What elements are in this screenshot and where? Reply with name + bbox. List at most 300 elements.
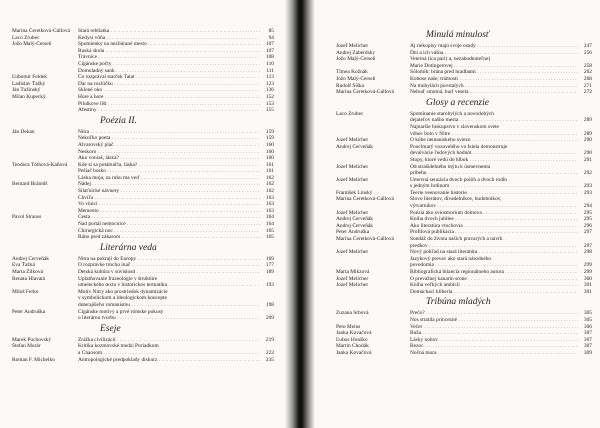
toc-author [12,101,78,108]
toc-page-number: 235 [265,356,274,363]
toc-title: Hore a hore . . . [78,94,260,101]
toc-title: Chvíľa . . . [78,195,260,202]
toc-author: Tímea Kožnák [336,69,368,76]
toc-entry [12,107,274,114]
toc-entry [12,214,274,221]
toc-entry [336,282,592,289]
toc-entry [336,83,592,90]
toc-author: Jozef Melicher [336,249,369,256]
toc-title: Neskoro . . . [78,149,260,156]
toc-entry [336,69,592,76]
toc-page-number: 290 [583,150,592,157]
toc-entry [12,68,274,75]
toc-entry [336,310,592,317]
toc-entry [12,262,274,269]
toc-entry [12,28,274,35]
toc-title: Stopy, ktoré vedú do hlbok . . . [410,157,578,164]
toc-title: Pooclmarý vozovelého vo Isiela demonstruje [410,143,508,150]
toc-entry [336,249,592,256]
toc-title: Stará rebliatka . . . [78,28,260,35]
toc-entry [336,63,592,70]
toc-entry [12,357,274,364]
book-gutter [285,0,315,428]
toc-title: Lásky nohov . . . [410,337,578,344]
toc-page-number: 297 [583,242,592,249]
toc-title: Láska moja, za ruku ma veď . . . [78,175,260,182]
toc-title: Afestiny . . . [78,107,260,114]
toc-author [12,68,78,75]
toc-page-number: 108 [265,54,274,61]
toc-page-number: 307 [583,336,592,343]
toc-title: Ako voniaš, láska? . . . [78,155,260,162]
toc-author [336,150,410,157]
toc-title: Ráno pred zákarom . . . [78,234,260,241]
toc-entry [336,150,592,157]
toc-page-number: 159 [265,128,274,135]
toc-page-number: 123 [265,80,274,87]
toc-entry [12,35,274,42]
toc-entry [336,324,592,331]
toc-author: Jozef Melicher [336,275,369,282]
toc-page-number: 164 [265,214,274,221]
toc-title: Na mohylách povstalých . . . [410,83,578,90]
toc-page-number: 85 [268,28,274,34]
toc-title: Veterná (ica pari) a, nezabudnuteľne) [410,56,491,63]
toc-title: Nádej . . . [78,181,260,188]
toc-title: a Chaosom . . . [78,350,260,357]
toc-author: Jozef Melicher [336,137,369,144]
toc-title: Domoladný sank . . . [78,68,260,75]
toc-author: Pavol Strauss [12,214,42,221]
toc-title: Nekoľko poeta . . . [78,135,260,142]
toc-entry [336,177,592,184]
toc-entry [12,195,274,202]
toc-author [12,175,78,182]
toc-page-number: 300 [583,275,592,282]
toc-title: predkov . . . [410,243,578,250]
toc-entry [12,221,274,228]
toc-page-number: 295 [583,216,592,223]
toc-author: Marína Čeretková-Gállová [336,89,394,96]
toc-entry [336,269,592,276]
toc-entry [12,155,274,162]
toc-page-number: 297 [583,229,592,236]
toc-title: doterajšieho romanismu . . . [78,302,260,309]
toc-title: vôbec bolo v Nitre . . . [410,131,578,138]
toc-page-number: 309 [583,349,592,356]
toc-page-number [578,124,592,131]
toc-title: Nos stratila princezné . . . [410,317,578,324]
toc-entry [12,94,274,101]
toc-author [336,124,410,131]
toc-entry [12,337,274,344]
toc-page-number [260,343,274,350]
toc-entry [12,181,274,188]
toc-title: o literárnu tvorbu . . . [78,315,260,322]
toc-page-number: 296 [583,222,592,229]
toc-entry [336,203,592,210]
toc-author [12,208,78,215]
toc-author: Ladislav Ťažký [12,80,46,87]
toc-title: Dar na rozlúčku . . . [78,81,260,88]
toc-page-number: 271 [583,82,592,89]
toc-page-number: 301 [583,282,592,289]
toc-author [12,221,78,228]
toc-page-number: 177 [265,262,274,269]
toc-title: devalvácie ľudových hodnôt . . . [410,150,578,157]
toc-author: Andrej Zaberdsky [336,49,376,56]
toc-title: Motív Nitry ako prostriedok dynamizácie [78,288,168,295]
toc-author: Jožo Malý-Čerseň [336,56,376,63]
toc-title: Sklené oko . . . [78,87,260,94]
toc-title: Uplatňovanie frazeológie v štruktúre [78,275,158,282]
toc-title: Chirurgická noc . . . [78,228,260,235]
toc-page-number [578,111,592,118]
toc-page-number: 165 [265,234,274,241]
toc-page-number: 289 [583,117,592,124]
toc-title: Antropologické predpoklady diskurz . . . [78,357,260,364]
toc-author [12,282,78,289]
toc-page-number: 111 [266,67,274,74]
toc-author: Marek Puchovský [12,336,52,343]
toc-page-number: 153 [265,100,274,107]
toc-page-number: 299 [583,262,592,269]
toc-author: Andrej Červeňák [336,216,373,223]
toc-author: František Linský [336,189,373,196]
toc-title: O kúbe neutaniskeho sviezu . . . [410,137,578,144]
toc-title: Kniha veľkých ambícií . . . [410,282,578,289]
toc-author: Marína Čeretková-Gállová [336,196,394,203]
toc-page-number: 107 [265,41,274,48]
toc-author [336,203,410,210]
left-toc-column [12,28,274,363]
toc-author: Andrej Červeňák [12,255,49,262]
toc-entry [336,289,592,296]
toc-page-number: 164 [265,221,274,228]
toc-author: Milan Kupecký [12,93,46,100]
toc-author: Marína Čeretková-Gállová [12,28,70,34]
toc-title: Slovo literátov, divadelníkov, hudobníkov, [410,196,502,203]
toc-entry [12,282,274,289]
toc-entry [12,295,274,302]
toc-author [12,135,78,142]
toc-author: Ľubos Honško [336,336,368,343]
toc-page-number: 113 [266,74,274,81]
toc-entry [12,350,274,357]
toc-page-number: 301 [583,288,592,295]
toc-entry [12,208,274,215]
toc-title: Dni a ich vášna . . . [410,50,578,57]
toc-entry [336,124,592,131]
toc-author [12,201,78,208]
toc-author [336,131,410,138]
toc-page-number [578,56,592,63]
toc-author [12,48,78,55]
toc-entry [12,175,274,182]
toc-entry [336,111,592,118]
toc-title: Jazykový prevav ako stará národného [410,255,492,262]
toc-author [12,234,78,241]
toc-entry [12,101,274,108]
toc-page-number: 307 [583,330,592,337]
toc-title: Alvarovský plač . . . [78,142,260,149]
toc-author: Jožo Malý-Čerseň [336,75,376,82]
toc-entry [336,56,592,63]
toc-entry [12,302,274,309]
toc-title: Cigánske počty . . . [78,61,260,68]
toc-author [12,149,78,156]
toc-page-number: 163 [265,201,274,208]
toc-entry [336,89,592,96]
toc-entry [336,256,592,263]
toc-title: Nitra na pokraji do Europy . . . [78,256,260,263]
toc-page-number: 299 [583,269,592,275]
toc-entry [12,188,274,195]
toc-page-number: 293 [583,189,592,196]
toc-author: Štefan Murár [12,343,41,350]
toc-entry [12,142,274,149]
toc-page-number: 247 [583,43,592,49]
toc-page-number: 189 [265,269,274,275]
toc-page-number: 110 [266,60,274,67]
toc-page-number: 256 [583,49,592,56]
toc-entry [336,164,592,171]
toc-author [336,289,410,296]
toc-author: Laco Zrubec [336,110,364,117]
toc-page-number [578,144,592,151]
toc-page-number: 162 [265,181,274,188]
toc-entry [336,131,592,138]
toc-author [12,107,78,114]
toc-entry [12,276,274,283]
toc-author: Marta Mikzová [336,269,370,275]
toc-author [12,350,78,357]
left-page [0,0,292,428]
section-heading: Glosy a recenzie [426,97,489,108]
toc-author: Rudolf Šíška [336,82,365,89]
toc-entry [336,229,592,236]
toc-page-number: 162 [265,188,274,195]
toc-page-number: 160 [265,155,274,162]
toc-entry [336,337,592,344]
toc-entry [336,157,592,164]
toc-page-number [578,256,592,263]
toc-author: Laco Zrubec [12,34,40,41]
toc-page-number: 293 [583,183,592,190]
toc-author [12,168,78,175]
toc-title: Trávnice . . . [78,54,260,61]
toc-title: Marie Dotingerovej . . . [410,63,578,70]
toc-page-number: 161 [265,168,274,175]
toc-author: Ján Tužinský [12,87,41,94]
toc-title: Ruža . . . [410,330,578,337]
toc-title: Spomienky na nezbúrané mesto . . . [78,41,260,48]
toc-entry [12,168,274,175]
toc-title: Memento . . . [78,208,260,215]
toc-author: Roman F. Michelko [12,356,55,363]
toc-title: povedomia . . . [410,262,578,269]
toc-author: Peter Andruška [336,229,370,236]
toc-title: Bibliografická bilancia regionálneho autora . . . [410,269,578,276]
toc-author [12,188,78,195]
toc-entry [12,343,274,350]
toc-author: Ľubomír Feldek [12,74,47,81]
toc-entry [336,243,592,250]
section-heading: Minulá minulosť [426,30,490,40]
toc-page-number: 209 [265,315,274,322]
toc-author [12,195,78,202]
toc-author [12,54,78,61]
toc-title: Ako literatúra vtochovia . . . [410,223,578,230]
toc-page-number: 160 [265,141,274,148]
toc-entry [336,216,592,223]
toc-author: Bernard Bránidš [12,181,48,188]
toc-entry [336,196,592,203]
toc-author [12,295,78,302]
toc-author [12,302,78,309]
toc-author: Jozef Melicher [336,282,369,289]
toc-author: Jozef Melicher [336,209,369,216]
toc-page-number: 307 [583,343,592,350]
toc-author: Zuzana Srbová [336,310,369,317]
toc-author: Andrej Červeňák [336,222,373,229]
toc-page-number: 290 [583,137,592,144]
section-heading: Tribúna mladých [426,297,491,308]
toc-entry [12,41,274,48]
toc-entry [12,269,274,276]
toc-page-number: 159 [265,135,274,142]
toc-page-number [578,196,592,203]
toc-title: Sólomík: brána pred hradbami . . . [410,69,578,76]
toc-page-number: 163 [265,207,274,214]
toc-page-number: 219 [265,336,274,343]
toc-title: Zrážka civilizácií . . . [78,337,260,344]
toc-title: umeleckého textu v historickos termatiku . . . [78,282,260,289]
toc-page-number: 298 [583,249,592,256]
toc-entry [336,137,592,144]
toc-entry [336,144,592,151]
toc-author [12,61,78,68]
toc-page-number: 165 [265,227,274,234]
toc-page-number [260,295,274,302]
toc-entry [12,129,274,136]
toc-page-number: 107 [265,47,274,54]
toc-title: Domáchaci kliberla . . . [410,289,578,296]
toc-entry [12,48,274,55]
toc-page-number [260,289,274,296]
toc-page-number: 162 [265,174,274,181]
toc-title: Profilová publikácia . . . [410,229,578,236]
toc-entry [12,87,274,94]
toc-entry [12,74,274,81]
toc-entry [336,50,592,57]
toc-entry [12,135,274,142]
toc-page-number: 305 [583,316,592,323]
toc-author [336,117,410,124]
toc-entry [336,76,592,83]
toc-entry [336,170,592,177]
toc-page-number: 258 [583,62,592,69]
toc-author: Peter Andruška [12,308,46,315]
toc-page-number: 289 [583,130,592,137]
toc-entry [336,330,592,337]
toc-title: v symbolickom a ideologickom koncepte [78,295,167,302]
toc-author: Teodora Tóthová-Kaňová [12,161,68,168]
toc-title: Pilulkove líšt . . . [78,101,260,108]
toc-author: Jozef Melicher [336,176,369,183]
toc-author [336,170,410,177]
toc-title: Nitra . . . [78,129,260,136]
toc-title: Cesta . . . [78,214,260,221]
toc-entry [336,262,592,269]
toc-page-number [260,276,274,283]
toc-page-number [578,177,592,184]
toc-title: Od strašidelného mýtu k úsmevnemu [410,163,491,170]
toc-title: dejateľov našho mesta . . . [410,117,578,124]
toc-entry [12,201,274,208]
toc-title: Spomínanie starobylých a novodobých [410,110,494,117]
toc-title: Najnaršie biskupstvo v slovenskom svete [410,123,499,130]
toc-page-number: 223 [265,349,274,356]
toc-page-number: 155 [265,107,274,114]
toc-page-number: 94 [268,34,274,41]
toc-page-number: 305 [583,310,592,317]
toc-author [12,315,78,322]
toc-page-number: 292 [583,170,592,177]
section-heading: Eseje [100,323,121,334]
toc-entry [12,234,274,241]
toc-title: Kritika kozmovské medzi Poriadkom [78,343,159,350]
right-toc-column [336,28,592,357]
toc-title: Večer . . . [410,324,578,331]
section-heading: Poézia II. [100,115,137,126]
toc-title: Kedysi vôňa . . . [78,35,260,42]
toc-entry [336,190,592,197]
toc-title: Cigánske motívy a prvé rómske pokusy [78,308,164,315]
toc-author: Jožo Malý-Čerseň [12,41,52,48]
toc-title: Kde si sa potabuďla, láska? . . . [78,162,260,169]
toc-entry [12,315,274,322]
toc-title: Nočná mora . . . [410,350,578,357]
toc-author [336,243,410,250]
toc-title: Bezoc . . . [410,343,578,350]
toc-title: Nad portál nemocnice . . . [78,221,260,228]
toc-author [336,256,410,263]
toc-author: Jozef Melicher [336,43,369,49]
toc-title: Čo rozprával starček Tatar . . . [78,74,260,81]
toc-author: Janka Kovačová [336,349,372,356]
toc-entry [336,343,592,350]
toc-title: Detská kultúra v súvislosti . . . [78,269,260,276]
toc-entry [336,350,592,357]
toc-title: Prečo? . . . [410,310,578,317]
toc-entry [12,54,274,61]
toc-author: Marta Žilková [12,269,43,275]
toc-page-number: 262 [583,69,592,76]
toc-page-number: 152 [265,93,274,100]
toc-author: Janka Kovačová [336,330,372,337]
toc-page-number: 198 [265,301,274,308]
toc-page-number [578,236,592,243]
toc-author [12,142,78,149]
toc-page-number [260,309,274,316]
toc-author: Martin Chodák [336,343,369,350]
toc-author [336,157,410,164]
toc-title: Ruská skola . . . [78,48,260,55]
right-page [308,0,600,428]
toc-title: príbehu . . . [410,170,578,177]
toc-author [336,317,410,324]
